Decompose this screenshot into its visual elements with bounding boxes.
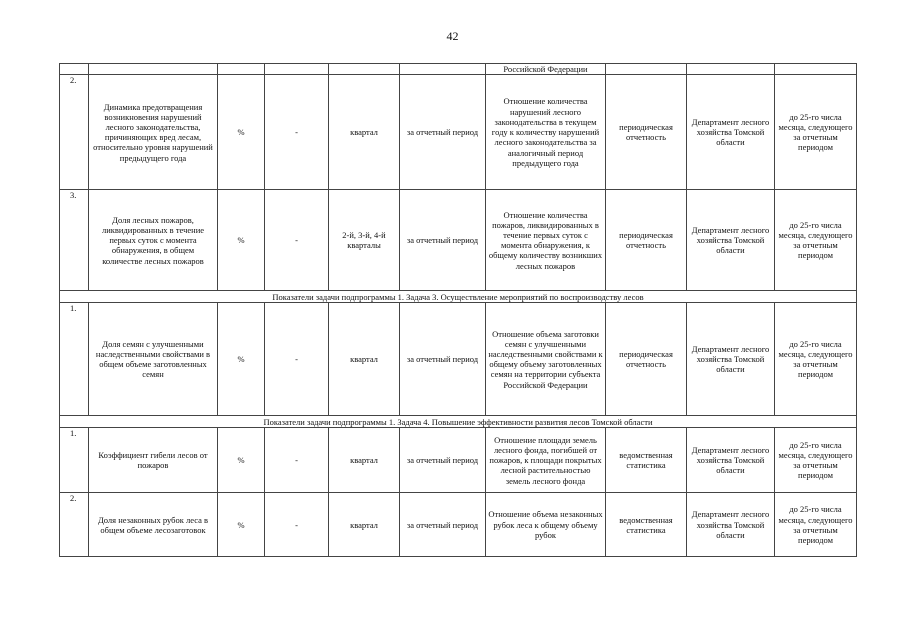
unit-cell: %: [218, 493, 265, 557]
section-header-row: [60, 291, 857, 303]
responsible-cell: Департамент лесного хозяйства Томской области: [687, 303, 775, 416]
unit-cell: %: [218, 428, 265, 493]
name-cell: Коэффициент гибели лесов от пожаров: [89, 428, 218, 493]
num-cell: 3.: [60, 190, 89, 291]
dash-cell: -: [265, 303, 329, 416]
responsible-cell: Департамент лесного хозяйства Томской области: [687, 493, 775, 557]
period-cell: квартал: [329, 493, 400, 557]
table-row: [60, 75, 857, 190]
deadline-cell: до 25-го числа месяца, следующего за отчетным периодом: [775, 493, 857, 557]
page-number: 42: [446, 29, 459, 43]
period-cell: 2-й, 3-й, 4-й кварталы: [329, 190, 400, 291]
name-cell: Доля семян с улучшенными наследственными свойствами в общем объеме заготовленных семян: [89, 303, 218, 416]
table-row: [60, 428, 857, 493]
formula-cell: Отношение объема заготовки семян с улучшенными наследственными свойствами к общему объему заготовленных семян на территории субъекта Российской Федерации: [486, 303, 606, 416]
period-cell: квартал: [329, 428, 400, 493]
dash-cell: -: [265, 493, 329, 557]
source-cell: периодическая отчетность: [606, 190, 687, 291]
section-title: Показатели задачи подпрограммы 1. Задача 4. Повышение эффективности развития лесов Томской области: [60, 416, 857, 428]
section-title: Показатели задачи подпрограммы 1. Задача 3. Осуществление мероприятий по воспроизводству лесов: [60, 291, 857, 303]
report-cell: за отчетный период: [400, 428, 486, 493]
responsible-cell: Департамент лесного хозяйства Томской области: [687, 75, 775, 190]
unit-cell: %: [218, 303, 265, 416]
period-cell: квартал: [329, 303, 400, 416]
num-cell: 1.: [60, 428, 89, 493]
num-cell: 2.: [60, 493, 89, 557]
deadline-cell: до 25-го числа месяца, следующего за отчетным периодом: [775, 75, 857, 190]
formula-cell: Отношение площади земель лесного фонда, погибшей от пожаров, к площади покрытых лесной растительностью земель лесного фонда: [486, 428, 606, 493]
table-row: [60, 493, 857, 557]
unit-cell: %: [218, 190, 265, 291]
table-row: [60, 303, 857, 416]
num-cell: 1.: [60, 303, 89, 416]
deadline-cell: до 25-го числа месяца, следующего за отчетным периодом: [775, 303, 857, 416]
report-cell: за отчетный период: [400, 190, 486, 291]
num-cell: 2.: [60, 75, 89, 190]
name-cell: Динамика предотвращения возникновения нарушений лесного законодательства, причиняющих вред лесам, относительно уровня нарушений предыдущего года: [89, 75, 218, 190]
formula-cell: Отношение объема незаконных рубок леса к общему объему рубок: [486, 493, 606, 557]
source-cell: ведомственная статистика: [606, 493, 687, 557]
responsible-cell: Департамент лесного хозяйства Томской области: [687, 190, 775, 291]
unit-cell: %: [218, 75, 265, 190]
period-cell: квартал: [329, 75, 400, 190]
report-cell: за отчетный период: [400, 493, 486, 557]
dash-cell: -: [265, 190, 329, 291]
report-cell: за отчетный период: [400, 303, 486, 416]
name-cell: Доля незаконных рубок леса в общем объеме лесозаготовок: [89, 493, 218, 557]
table-row: [60, 190, 857, 291]
deadline-cell: до 25-го числа месяца, следующего за отчетным периодом: [775, 190, 857, 291]
report-cell: за отчетный период: [400, 75, 486, 190]
name-cell: Доля лесных пожаров, ликвидированных в течение первых суток с момента обнаружения, в общем количестве лесных пожаров: [89, 190, 218, 291]
deadline-cell: до 25-го числа месяца, следующего за отчетным периодом: [775, 428, 857, 493]
formula-cell: Российской Федерации: [486, 64, 606, 75]
table-row: [60, 64, 857, 75]
dash-cell: -: [265, 75, 329, 190]
indicators-table: [59, 63, 857, 557]
formula-cell: Отношение количества пожаров, ликвидированных в течение первых суток с момента обнаружения, к общему количеству возникших лесных пожаров: [486, 190, 606, 291]
dash-cell: -: [265, 428, 329, 493]
responsible-cell: Департамент лесного хозяйства Томской области: [687, 428, 775, 493]
source-cell: периодическая отчетность: [606, 75, 687, 190]
source-cell: периодическая отчетность: [606, 303, 687, 416]
formula-cell: Отношение количества нарушений лесного законодательства в текущем году к количеству нарушений лесного законодательства за аналогичный период предыдущего года: [486, 75, 606, 190]
section-header-row: [60, 416, 857, 428]
source-cell: ведомственная статистика: [606, 428, 687, 493]
